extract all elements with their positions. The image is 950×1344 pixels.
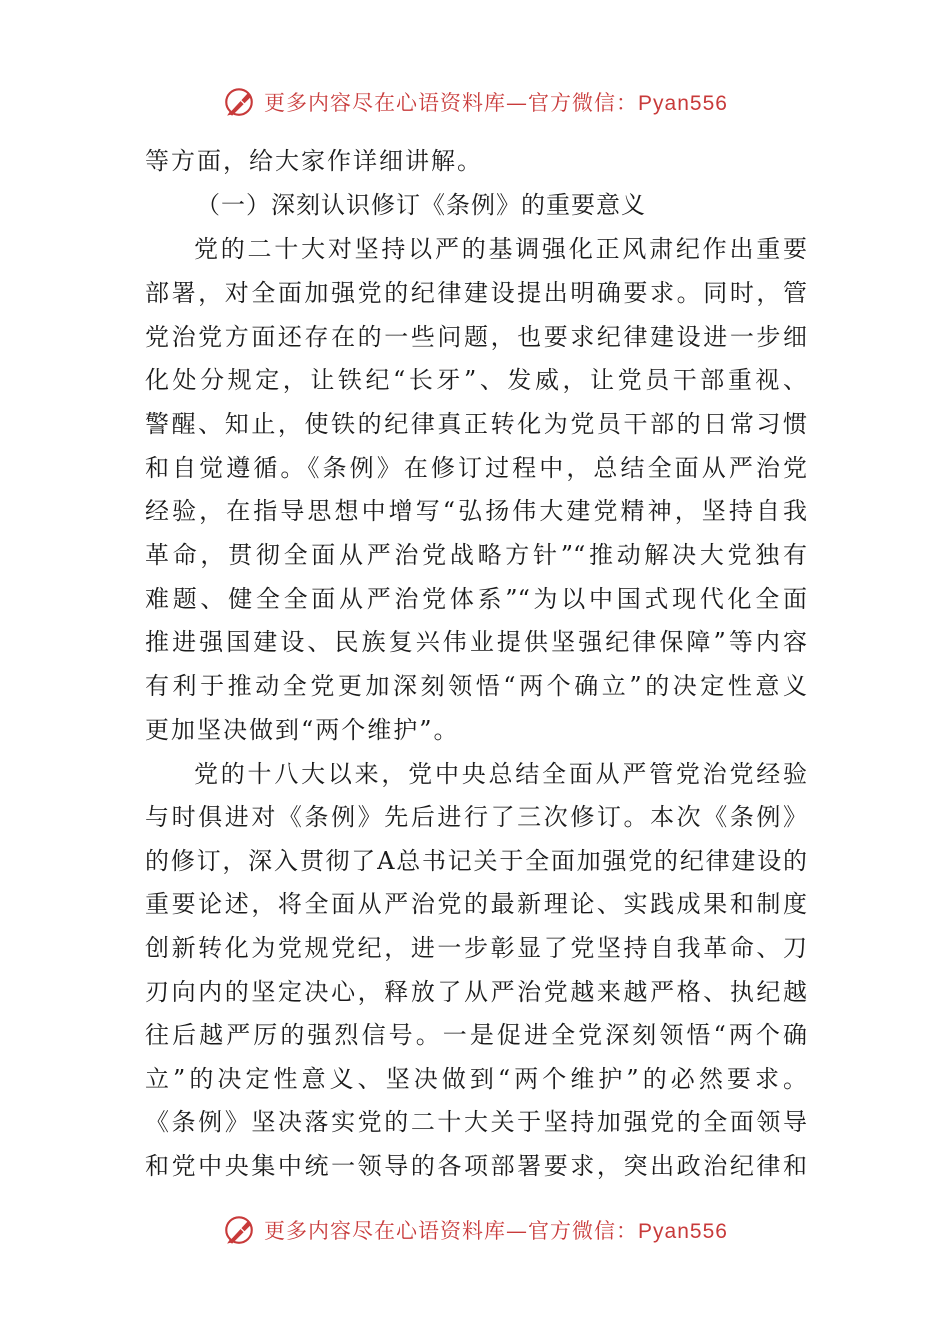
text-line: 立”的决定性意义、坚决做到“两个维护”的必然要求。 (145, 1065, 807, 1093)
text-line: 更加坚决做到“两个维护”。 (145, 716, 460, 744)
watermark-text-cn: 更多内容尽在心语资料库—官方微信： (264, 1219, 639, 1243)
text-line: 警醒、知止，使铁的纪律真正转化为党员干部的日常习惯 (145, 410, 807, 438)
pen-nib-circle-icon (222, 1213, 256, 1247)
text-line: 重要论述，将全面从严治党的最新理论、实践成果和制度 (145, 890, 807, 918)
text-line: 有利于推动全党更加深刻领悟“两个确立”的决定性意义 (145, 672, 807, 700)
watermark-text-wechat: Pyan556 (638, 1220, 728, 1243)
text-line: 难题、健全全面从严治党体系”“为以中国式现代化全面 (145, 585, 807, 613)
watermark-text-wechat: Pyan556 (638, 92, 728, 115)
text-line: 党治党方面还存在的一些问题，也要求纪律建设进一步细 (145, 323, 807, 351)
text-line: 创新转化为党规党纪，进一步彰显了党坚持自我革命、刀 (145, 934, 807, 962)
text-line: 与时俱进对《条例》先后进行了三次修订。本次《条例》 (145, 803, 807, 831)
text-line: 刃向内的坚定决心，释放了从严治党越来越严格、执纪越 (145, 978, 807, 1006)
text-line: 革命，贯彻全面从严治党战略方针”“推动解决大党独有 (145, 541, 807, 569)
watermark-text-cn: 更多内容尽在心语资料库—官方微信： (264, 91, 639, 115)
text-line: 的修订，深入贯彻了A总书记关于全面加强党的纪律建设的 (145, 847, 807, 875)
text-line: 和自觉遵循。《条例》在修订过程中，总结全面从严治党 (145, 454, 807, 482)
text-line: 部署，对全面加强党的纪律建设提出明确要求。同时，管 (145, 279, 807, 307)
watermark-text (264, 1215, 728, 1245)
section-heading: （一）深刻认识修订《条例》的重要意义 (196, 191, 646, 219)
text-line: 化处分规定，让铁纪“长牙”、发威，让党员干部重视、 (145, 366, 807, 394)
text-line: 经验，在指导思想中增写“弘扬伟大建党精神，坚持自我 (145, 497, 807, 525)
text-line: 和党中央集中统一领导的各项部署要求，突出政治纪律和 (145, 1152, 807, 1180)
text-line: 党的二十大对坚持以严的基调强化正风肃纪作出重要 (194, 235, 807, 263)
watermark-banner-bottom (0, 1208, 950, 1252)
text-line: 推进强国建设、民族复兴伟业提供坚强纪律保障”等内容 (145, 628, 807, 656)
text-line: 党的十八大以来，党中央总结全面从严管党治党经验 (194, 760, 807, 788)
text-line: 往后越严厉的强烈信号。一是促进全党深刻领悟“两个确 (145, 1021, 807, 1049)
text-line: 等方面，给大家作详细讲解。 (145, 147, 483, 175)
text-line: 《条例》坚决落实党的二十大关于坚持加强党的全面领导 (145, 1108, 807, 1136)
